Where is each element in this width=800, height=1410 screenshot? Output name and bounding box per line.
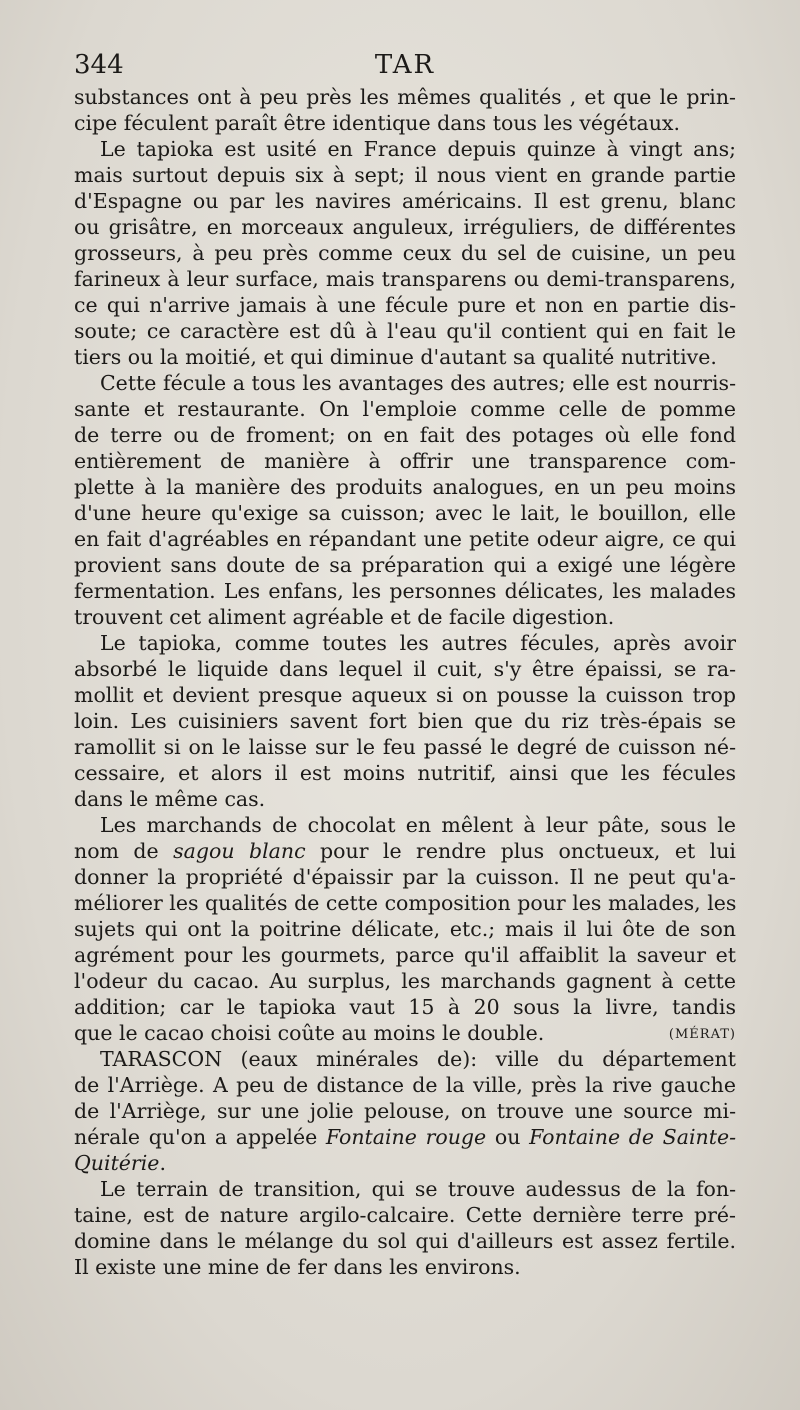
text-line [74,916,736,942]
line-text: TARASCON (eaux minérales de): ville du département [100,1047,736,1071]
text-line [74,812,736,838]
text-line [74,656,736,682]
line-text: pour le rendre plus onctueux, et lui [305,839,736,863]
text-line [74,422,736,448]
line-text: entièrement de manière à offrir une transparence com- [74,449,736,473]
line-text: l'odeur du cacao. Au surplus, les marchands gagnent à cette [74,969,736,993]
italic-text: Quitérie [74,1151,160,1175]
text-line [74,1124,736,1150]
line-text: absorbé le liquide dans lequel il cuit, s'y être épaissi, se ra- [74,657,736,681]
text-line [74,188,736,214]
text-line [74,552,736,578]
text-line [74,708,736,734]
text-line [74,110,736,136]
line-text: taine, est de nature argilo-calcaire. Cette dernière terre pré- [74,1203,736,1227]
text-line [74,682,736,708]
line-text: loin. Les cuisiniers savent fort bien que du riz très-épais se [74,709,736,733]
running-head: TAR [374,50,436,80]
line-text: addition; car le tapioka vaut 15 à 20 sous la livre, tandis [74,995,736,1019]
line-text: mais surtout depuis six à sept; il nous vient en grande partie [74,163,736,187]
line-text: . [159,1151,166,1175]
text-line [74,162,736,188]
line-text: plette à la manière des produits analogues, en un peu moins [74,475,736,499]
text-line [74,1072,736,1098]
italic-text: Fontaine de Sainte- [529,1125,736,1149]
text-line [74,1254,736,1280]
line-text: donner la propriété d'épaissir par la cuisson. Il ne peut qu'a- [74,865,736,889]
line-text: ramollit si on le laisse sur le feu passé le degré de cuisson né- [74,735,736,759]
text-line [74,1202,736,1228]
text-line [74,968,736,994]
line-text: grosseurs, à peu près comme ceux du sel de cuisine, un peu [74,241,736,265]
text-line [74,370,736,396]
page-header [74,50,736,84]
body-text [74,84,736,1280]
text-line [74,1150,736,1176]
line-text: ou [486,1125,530,1149]
text-line [74,1228,736,1254]
text-line [74,214,736,240]
text-line [74,786,736,812]
text-line [74,292,736,318]
text-line [74,448,736,474]
text-line [74,526,736,552]
text-line [74,838,736,864]
text-line [74,864,736,890]
text-line [74,344,736,370]
text-line [74,630,736,656]
line-text: nom de [74,839,174,863]
line-text: sujets qui ont la poitrine délicate, etc.; mais il lui ôte de son [74,917,736,941]
page-number: 344 [74,50,124,80]
text-line [74,760,736,786]
line-text: d'une heure qu'exige sa cuisson; avec le lait, le bouillon, elle [74,501,736,525]
line-text: Le tapioka, comme toutes les autres fécules, après avoir [100,631,736,655]
text-line [74,318,736,344]
line-text: substances ont à peu près les mêmes qualités , et que le prin- [74,85,736,109]
text-line [74,396,736,422]
line-text: en fait d'agréables en répandant une petite odeur aigre, ce qui [74,527,736,551]
line-text: Le terrain de transition, qui se trouve audessus de la fon- [100,1177,736,1201]
line-text: Le tapioka est usité en France depuis quinze à vingt ans; [100,137,736,161]
line-text: ou grisâtre, en morceaux anguleux, irréguliers, de différentes [74,215,736,239]
text-line [74,1098,736,1124]
line-text: fermentation. Les enfans, les personnes délicates, les malades [74,579,736,603]
line-text: ce qui n'arrive jamais à une fécule pure et non en partie dis- [74,293,736,317]
line-text: mollit et devient presque aqueux si on pousse la cuisson trop [74,683,736,707]
line-text: d'Espagne ou par les navires américains. Il est grenu, blanc [74,189,736,213]
line-text: dans le même cas. [74,787,266,811]
text-line [74,474,736,500]
line-text: que le cacao choisi coûte au moins le double. [74,1021,545,1045]
line-text: Il existe une mine de fer dans les environs. [74,1255,521,1279]
text-line [74,604,736,630]
text-line [74,1020,736,1046]
text-line [74,578,736,604]
text-line [74,1176,736,1202]
line-text: trouvent cet aliment agréable et de facile digestion. [74,605,615,629]
text-line [74,942,736,968]
line-text: de l'Arriège. A peu de distance de la ville, près la rive gauche [74,1073,736,1097]
line-text: soute; ce caractère est dû à l'eau qu'il contient qui en fait le [74,319,736,343]
line-text: de l'Arriège, sur une jolie pelouse, on trouve une source mi- [74,1099,736,1123]
line-text: tiers ou la moitié, et qui diminue d'autant sa qualité nutritive. [74,345,717,369]
line-text: Cette fécule a tous les avantages des autres; elle est nourris- [100,371,736,395]
text-line [74,136,736,162]
text-line [74,1046,736,1072]
line-text: méliorer les qualités de cette composition pour les malades, les [74,891,736,915]
italic-text: Fontaine rouge [325,1125,487,1149]
text-line [74,734,736,760]
italic-text: sagou blanc [173,839,306,863]
line-text: Les marchands de chocolat en mêlent à leur pâte, sous le [100,813,736,837]
text-line [74,240,736,266]
line-text: sante et restaurante. On l'emploie comme celle de pomme [74,397,736,421]
text-line [74,266,736,292]
line-text: domine dans le mélange du sol qui d'ailleurs est assez fertile. [74,1229,736,1253]
text-line [74,84,736,110]
line-text: provient sans doute de sa préparation qui a exigé une légère [74,553,736,577]
author-signature: (MÉRAT) [668,1027,736,1042]
line-text: cessaire, et alors il est moins nutritif, ainsi que les fécules [74,761,736,785]
line-text: farineux à leur surface, mais transparens ou demi-transparens, [74,267,736,291]
text-line [74,890,736,916]
line-text: cipe féculent paraît être identique dans tous les végétaux. [74,111,680,135]
line-text: de terre ou de froment; on en fait des potages où elle fond [74,423,736,447]
text-line [74,994,736,1020]
text-line [74,500,736,526]
line-text: nérale qu'on a appelée [74,1125,326,1149]
line-text: agrément pour les gourmets, parce qu'il affaiblit la saveur et [74,943,736,967]
